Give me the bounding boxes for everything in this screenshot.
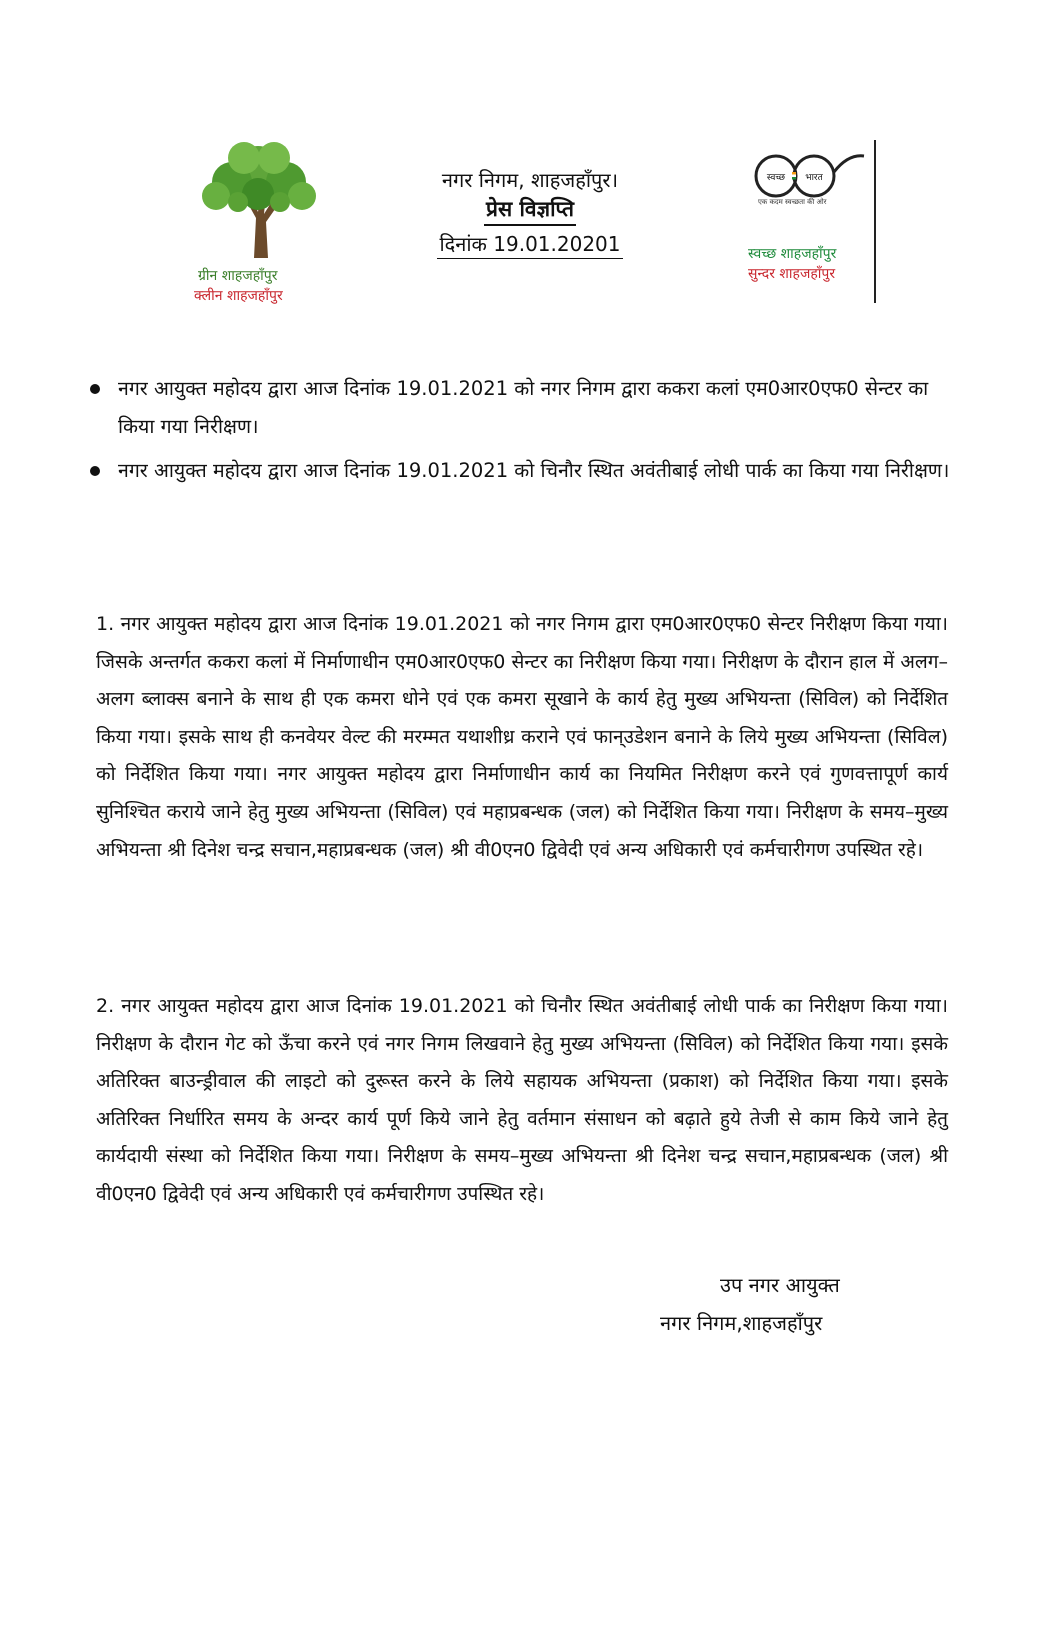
green-shahjahanpur-logo bbox=[190, 138, 330, 308]
list-item bbox=[90, 370, 950, 446]
bullet-text: नगर आयुक्त महोदय द्वारा आज दिनांक 19.01.2021 को चिनौर स्थित अवंतीबाई लोधी पार्क का किया गया निरीक्षण। bbox=[118, 459, 950, 482]
logo-right-line1: स्वच्छ शाहजहाँपुर bbox=[748, 246, 837, 262]
tree-icon bbox=[194, 138, 324, 263]
paragraph-2: 2. नगर आयुक्त महोदय द्वारा आज दिनांक 19.01.2021 को चिनौर स्थित अवंतीबाई लोधी पार्क का निरीक्षण किया गया। निरीक्षण के दौरान गेट को ऊँचा करने एवं नगर निगम लिखवाने हेतु मुख्य अभियन्ता (सिविल) को निर्देशित किया गया। इसके अतिरिक्त बाउन्ड्रीवाल की लाइटो को दुरूस्त करने के लिये सहायक अभियन्ता (प्रकाश) को निर्देशित किया गया। इसके अतिरिक्त निर्धारित समय के अन्दर कार्य पूर्ण किये जाने हेतु वर्तमान संसाधन को बढ़ाते हुये तेजी से काम किये जाने हेतु कार्यदायी संस्था को निर्देशित किया गया। निरीक्षण के समय–मुख्य अभियन्ता श्री दिनेश चन्द्र सचान,महाप्रबन्धक (जल) श्री वी0एन0 द्विवेदी एवं अन्य अधिकारी एवं कर्मचारीगण उपस्थित रहे। bbox=[96, 995, 948, 1205]
paragraph-1: 1. नगर आयुक्त महोदय द्वारा आज दिनांक 19.01.2021 को नगर निगम द्वारा एम0आर0एफ0 सेन्टर निरीक्षण किया गया। जिसके अन्तर्गत ककरा कलां में निर्माणाधीन एम0आर0एफ0 सेन्टर का निरीक्षण किया गया। निरीक्षण के दौरान हाल में अलग–अलग ब्लाक्स बनाने के साथ ही एक कमरा धोने एवं एक कमरा सूखाने के कार्य हेतु मुख्य अभियन्ता (सिविल) को निर्देशित किया गया। इसके साथ ही कनवेयर वेल्ट की मरम्मत यथाशीध्र कराने एवं फान्उडेशन बनाने के लिये मुख्य अभियन्ता (सिविल) को निर्देशित किया गया। नगर आयुक्त महोदय द्वारा निर्माणाधीन कार्य का नियमित निरीक्षण करने एवं गुणवत्तापूर्ण कार्य सुनिश्चित कराये जाने हेतु मुख्य अभियन्ता (सिविल) एवं महाप्रबन्धक (जल) को निर्देशित किया गया। निरीक्षण के समय–मुख्य अभियन्ता श्री दिनेश चन्द्र सचान,महाप्रबन्धक (जल) श्री वी0एन0 द्विवेदी एवं अन्य अधिकारी एवं कर्मचारीगण उपस्थित रहे। bbox=[96, 613, 948, 861]
divider-line bbox=[874, 140, 876, 303]
bullet-text: नगर आयुक्त महोदय द्वारा आज दिनांक 19.01.2021 को नगर निगम द्वारा ककरा कलां एम0आर0एफ0 सेन्टर का किया गया निरीक्षण। bbox=[118, 377, 929, 438]
glass-left-text: स्वच्छ bbox=[766, 173, 786, 183]
glass-right-text: भारत bbox=[805, 173, 823, 183]
organization-name: नगर निगम, शाहजहाँपुर। bbox=[441, 168, 619, 192]
list-item bbox=[90, 452, 950, 490]
logo-left-line1: ग्रीन शाहजहाँपुर bbox=[198, 268, 278, 284]
swachh-tagline: एक कदम स्वच्छता की ओर bbox=[758, 198, 827, 206]
bullet-icon bbox=[90, 384, 100, 394]
summary-bullets bbox=[90, 370, 950, 496]
logo-right-line2: सुन्दर शाहजहाँपुर bbox=[748, 266, 836, 282]
document-date: दिनांक 19.01.20201 bbox=[437, 230, 622, 259]
signature-block bbox=[660, 1266, 920, 1342]
swachh-bharat-glasses-icon bbox=[748, 144, 868, 204]
bullet-icon bbox=[90, 466, 100, 476]
signatory-designation: उप नगर आयुक्त bbox=[720, 1273, 840, 1297]
page-title: प्रेस विज्ञप्ति bbox=[484, 194, 576, 226]
logo-left-line2: क्लीन शाहजहाँपुर bbox=[194, 288, 283, 304]
swachh-bharat-logo bbox=[748, 140, 883, 310]
header bbox=[380, 166, 680, 259]
signatory-office: नगर निगम,शाहजहाँपुर bbox=[660, 1311, 823, 1335]
